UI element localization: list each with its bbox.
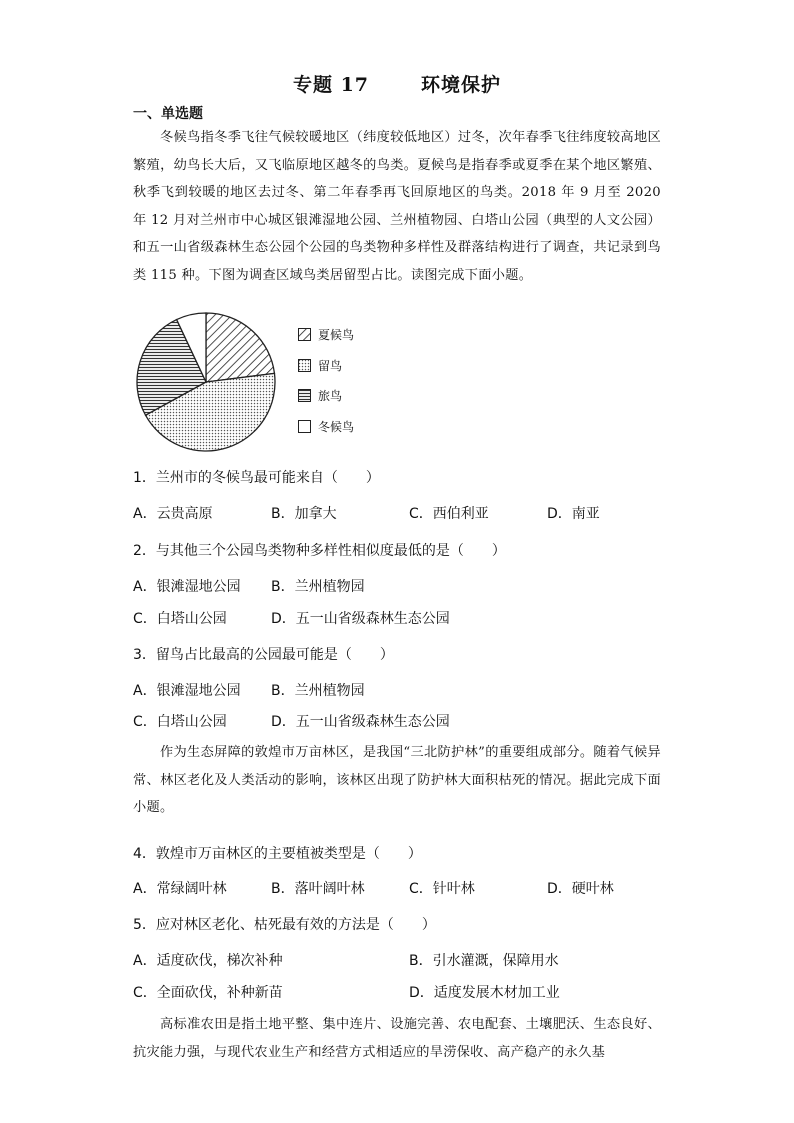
pie-chart [130, 306, 290, 466]
legend-label: 夏候鸟 [318, 328, 355, 342]
question-1: 1．兰州市的冬候鸟最可能来自（ ） [133, 470, 380, 486]
option-a[interactable]: A．云贵高原 [133, 506, 213, 522]
option-a[interactable]: A．常绿阔叶林 [133, 881, 227, 897]
question-3-options-row1 [133, 680, 673, 700]
option-c[interactable]: C．西伯利亚 [409, 506, 489, 522]
option-d[interactable]: D．硬叶林 [547, 881, 614, 897]
question-4-options [133, 878, 673, 898]
option-a[interactable]: A．银滩湿地公园 [133, 579, 241, 595]
title-topic: 专题 17 [292, 74, 370, 96]
option-c[interactable]: C．针叶林 [409, 881, 475, 897]
question-4: 4．敦煌市万亩林区的主要植被类型是（ ） [133, 846, 422, 862]
option-d[interactable]: D．适度发展木材加工业 [409, 985, 560, 1001]
section-heading: 一、单选题 [133, 106, 203, 122]
option-b[interactable]: B．加拿大 [271, 506, 337, 522]
legend-label: 留鸟 [318, 359, 343, 373]
passage-farmland: 高标准农田是指土地平整、集中连片、设施完善、农电配套、土壤肥沃、生态良好、抗灾能力强，与现代农业生产和经营方式相适应的旱涝保收、高产稳产的永久基 [133, 1017, 661, 1060]
question-5: 5．应对林区老化、枯死最有效的方法是（ ） [133, 917, 436, 933]
question-5-options-row1 [133, 950, 673, 970]
option-b[interactable]: B．落叶阔叶林 [271, 881, 365, 897]
option-a[interactable]: A．适度砍伐，梯次补种 [133, 953, 283, 969]
legend-label: 旅鸟 [318, 389, 343, 403]
question-1-options [133, 503, 673, 523]
legend-label: 冬候鸟 [318, 420, 355, 434]
question-5-options-row2 [133, 982, 673, 1002]
option-b[interactable]: B．引水灌溉，保障用水 [409, 953, 559, 969]
option-d[interactable]: D．五一山省级森林生态公园 [271, 714, 450, 730]
question-2-options-row1 [133, 576, 673, 596]
option-b[interactable]: B．兰州植物园 [271, 683, 365, 699]
option-c[interactable]: C．全面砍伐，补种新苗 [133, 985, 283, 1001]
pie-slice-summer [206, 313, 274, 382]
option-a[interactable]: A．银滩湿地公园 [133, 683, 241, 699]
title-name: 环境保护 [421, 74, 502, 96]
passage-birds: 冬候鸟指冬季飞往气候较暖地区（纬度较低地区）过冬，次年春季飞往纬度较高地区繁殖，幼鸟长大后，又飞临原地区越冬的鸟类。夏候鸟是指春季或夏季在某个地区繁殖、秋季飞到较暖的地区去过冬、第二年春季再飞回原地区的鸟类。2018 年 9 月至 2020 年 12 月对兰州市中心城区银滩湿地公园、兰州植物园、白塔山公园（典型的人文公园）和五一山省级森林生态公园个公园的鸟类物种多样性及群落结构进行了调查，共记录到鸟类 115 种。下图为调查区域鸟类居留型占比。读图完成下面小题。 [133, 130, 661, 283]
option-c[interactable]: C．白塔山公园 [133, 714, 227, 730]
option-b[interactable]: B．兰州植物园 [271, 579, 365, 595]
option-c[interactable]: C．白塔山公园 [133, 611, 227, 627]
question-3-options-row2 [133, 711, 673, 731]
passage-forest: 作为生态屏障的敦煌市万亩林区，是我国“三北防护林”的重要组成部分。随着气候异常、林区老化及人类活动的影响，该林区出现了防护林大面积枯死的情况。据此完成下面小题。 [133, 745, 661, 815]
page-title [0, 70, 794, 97]
question-3: 3．留鸟占比最高的公园最可能是（ ） [133, 647, 394, 663]
option-d[interactable]: D．五一山省级森林生态公园 [271, 611, 450, 627]
question-2: 2．与其他三个公园鸟类物种多样性相似度最低的是（ ） [133, 543, 506, 559]
question-2-options-row2 [133, 608, 673, 628]
option-d[interactable]: D．南亚 [547, 506, 600, 522]
